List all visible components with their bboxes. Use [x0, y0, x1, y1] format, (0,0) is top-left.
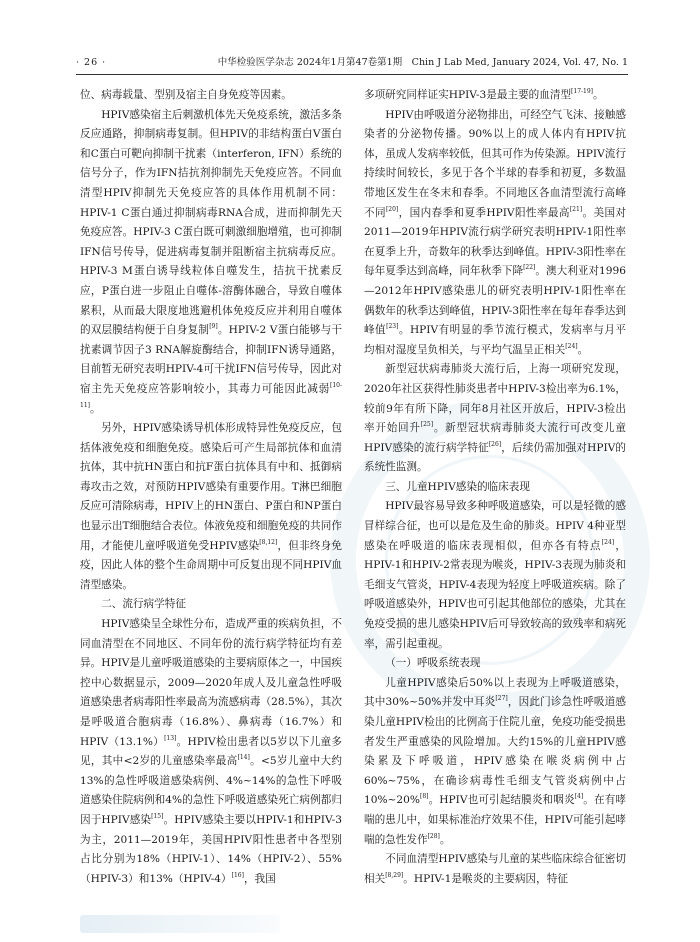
text-run: 。新型冠状病毒肺炎大流行可改变儿童HPIV感染的流行病学特征 [364, 422, 627, 454]
text-run: ，国内春季和夏季HPIV阳性率最高 [398, 206, 570, 219]
text-run: ，后续仍需加强对HPIV的系统性监测。 [364, 441, 627, 474]
subsection-heading [364, 654, 626, 674]
body-paragraph [364, 674, 626, 850]
text-run: HPIV感染宿主后刺激机体先天免疫系统，激活多条反应通路，抑制病毒复制。但HPIV的非结构蛋白V蛋白和C蛋白可靶向抑制干扰素（interferon, IFN）系统的信号分子，作为IFN拮抗剂抑制先天免疫应答。不同血清型HPIV抑制先天免疫应答的具体作用机制不同：HPIV-1 C蛋白通过抑制病毒RNA合成，进而抑制先天免疫应答。HPIV-3 C蛋白既可刺激细胞增殖，也可抑制IFN信号传导，促进病毒复制并阻断宿主抗病毒反应。HPIV-3 M蛋白诱导线粒体自噬发生，拮抗干扰素反应，P蛋白进一步阻止自噬体-溶酶体融合，导致自噬体累积，从而最大限度地逃避机体免疫反应并利用自噬体的双层膜结构便于自身复制 [80, 108, 342, 337]
citation-ref: [15] [151, 812, 164, 820]
left-column [80, 86, 342, 889]
text-run: 。美国对2011—2019年HPIV流行病学研究表明HPIV-1阳性率在夏季上升，奇数年的秋季达到峰值。HPIV-3阳性率在每年夏季达到高峰，同年秋季下降 [364, 206, 627, 278]
text-run: 多项研究同样证实HPIV-3是最主要的血清型 [364, 89, 572, 101]
text-run: 。 [577, 343, 589, 356]
citation-ref: [14] [237, 754, 250, 762]
body-paragraph [80, 419, 342, 595]
text-run: 二、流行病学特征 [101, 598, 186, 611]
citation-ref: [10-11] [80, 381, 342, 409]
text-run: 不同血清型HPIV感染与儿童的某些临床综合征密切相关 [364, 853, 626, 885]
text-run: 。HPIV检出患者以5岁以下儿童多见，其中<2岁的儿童感染率最高 [80, 735, 342, 768]
citation-ref: [21] [569, 205, 583, 213]
text-run: ，HPIV-1和HPIV-2常表现为喉炎，HPIV-3表现为肺炎和毛细支气管炎，HPIV-4表现为轻度上呼吸道疾病。除了呼吸道感染外，HPIV也可引起其他部位的感染，尤其在免疫受损的患儿感染HPIV后可导致较高的致残率和病死率，需引起重视。 [364, 539, 626, 650]
text-run: 。 [593, 89, 604, 101]
text-run: 。<5岁儿童中大约13%的急性呼吸道感染病例、4%~14%的急性下呼吸道感染住院病例和4%的急性下呼吸道感染死亡病例都归因于HPIV感染 [80, 755, 342, 826]
text-run: 。HPIV也可引起结膜炎和咽炎 [428, 794, 575, 807]
citation-ref: [25] [420, 421, 434, 429]
text-run: 。 [439, 833, 451, 846]
text-run: 三、儿童HPIV感染的临床表现 [385, 480, 530, 493]
citation-ref: [9] [209, 323, 218, 331]
body-paragraph [364, 360, 626, 478]
citation-ref: [20] [385, 205, 399, 213]
text-run: 。HPIV感染主要以HPIV-1和HPIV-3为主，2011—2019年，美国HPIV阳性患者中各型别占比分别为18%（HPIV-1）、14%（HPIV-2）、55%（HPIV-3）和13%（HPIV-4） [80, 813, 342, 885]
text-run: 。澳大利亚对1996—2012年HPIV感染患儿的研究表明HPIV-1阳性率在偶数年的秋季达到峰值，HPIV-3阳性率在每年春季达到峰值 [364, 265, 627, 337]
text-run: HPIV由呼吸道分泌物排出，可经空气飞沫、接触感染者的分泌物传播。90%以上的成人体内有HPIV抗体，虽成人发病率较低，但其可作为传染源。HPIV流行持续时间较长，多见于各个半球的春季和初夏，多数温带地区发生在冬末和春季。不同地区各血清型流行高峰不同 [364, 108, 626, 219]
text-run: HPIV感染呈全球性分布，造成严重的疾病负担，不同血清型在不同地区、不同年份的流行病学特征均有差异。HPIV是儿童呼吸道感染的主要病原体之一，中国疾控中心数据显示，2009—2020年成人及儿童急性呼吸道感染患者病毒阳性率最高为流感病毒（28.5%），其次是呼吸道合胞病毒（16.8%）、鼻病毒（16.7%）和HPIV（13.1%） [80, 618, 342, 748]
section-heading [364, 478, 626, 498]
right-column [364, 86, 626, 889]
citation-ref: [24] [601, 538, 615, 546]
citation-ref: [27] [495, 695, 508, 703]
body-paragraph [364, 497, 626, 654]
page-number: · 26 · [76, 57, 107, 68]
text-run: ，但非终身免疫，因此人体的整个生命周期中可反复出现不同HPIV血清型感染。 [80, 539, 342, 591]
citation-ref: [26] [488, 440, 502, 448]
citation-ref: [8,12] [259, 538, 278, 546]
citation-ref: [24] [565, 342, 578, 350]
citation-ref: [13] [164, 734, 177, 742]
text-run: ，我国 [243, 872, 276, 885]
citation-ref: [8,29] [385, 871, 404, 879]
text-run: ，因此门诊急性呼吸道感染儿童HPIV检出的比例高于住院儿童，免疫功能受损患者发生严重感染的风险增加。大约15%的儿童HPIV感染累及下呼吸道，HPIV感染在喉炎病例中占60%~75%，在确诊病毒性毛细支气管炎病例中占10%~20% [364, 696, 627, 807]
text-run: 新型冠状病毒肺炎大流行后，上海一项研究发现，2020年社区获得性肺炎患者中HPIV-3检出率为6.1%，较前9年有所下降，同年8月社区开放后，HPIV-3检出率开始回升 [364, 363, 626, 435]
body-paragraph [80, 615, 342, 889]
text-run: 。HPIV-2 V蛋白能够与干扰素调节因子3 RNA解旋酶结合，抑制IFN诱导通路，目前暂无研究表明HPIV-4可干扰IFN信号传导，因此对宿主先天免疫应答影响较小，其毒力可能因此减弱 [80, 324, 343, 395]
text-run: 。HPIV有明显的季节流行模式，发病率与月平均相对湿度呈负相关，与平均气温呈正相关 [364, 324, 627, 356]
text-run: HPIV最容易导致多种呼吸道感染，可以是轻微的感冒样综合征，也可以是危及生命的肺炎。HPIV 4种亚型感染在呼吸道的临床表现相似，但亦各有特点 [364, 500, 626, 552]
text-run: 。HPIV-1是喉炎的主要病因，特征 [403, 872, 568, 885]
text-run: 另外，HPIV感染诱导机体形成特异性免疫反应，包括体液免疫和细胞免疫。感染后可产生局部抗体和血清抗体，其中抗HN蛋白和抗F蛋白抗体具有中和、抵御病毒攻击之效，对预防HPIV感染有重要作用。T淋巴细胞反应可清除病毒，HPIV上的HN蛋白、P蛋白和NP蛋白也显示出T细胞结合表位。体液免疫和细胞免疫的共同作用，才能使儿童呼吸道免受HPIV感染 [80, 422, 342, 552]
body-paragraph [364, 850, 626, 889]
page-header [76, 54, 628, 72]
citation-ref: [28] [427, 832, 440, 840]
text-run: （一）呼吸系统表现 [385, 657, 481, 670]
citation-ref: [16] [231, 871, 244, 879]
section-heading [80, 595, 342, 615]
text-run: 。在有哮喘的患儿中，如果标准治疗效果不佳，HPIV可能引起哮喘的急性发作 [364, 794, 627, 846]
citation-ref: [22] [523, 264, 536, 272]
citation-ref: [8] [419, 793, 429, 801]
text-run: 。 [89, 402, 101, 415]
text-run: 儿童HPIV感染后50%以上表现为上呼吸道感染，其中30%~50%并发中耳炎 [364, 676, 626, 709]
paragraph-continuation [364, 86, 626, 106]
journal-citation: 中华检验医学杂志 2024年1月第47卷第1期 Chin J Lab Med, January 2024, Vol. 47, No. 1 [217, 57, 628, 68]
text-run: 位、病毒载量、型别及宿主自身免疫等因素。 [80, 89, 292, 101]
body-paragraph [364, 106, 626, 361]
publisher-logo-watermark [80, 915, 280, 933]
header-rule [76, 74, 628, 75]
citation-ref: [17-19] [571, 88, 594, 95]
citation-ref: [4] [574, 793, 584, 801]
paragraph-continuation [80, 86, 342, 106]
citation-ref: [23] [386, 323, 399, 331]
body-paragraph [80, 106, 342, 420]
